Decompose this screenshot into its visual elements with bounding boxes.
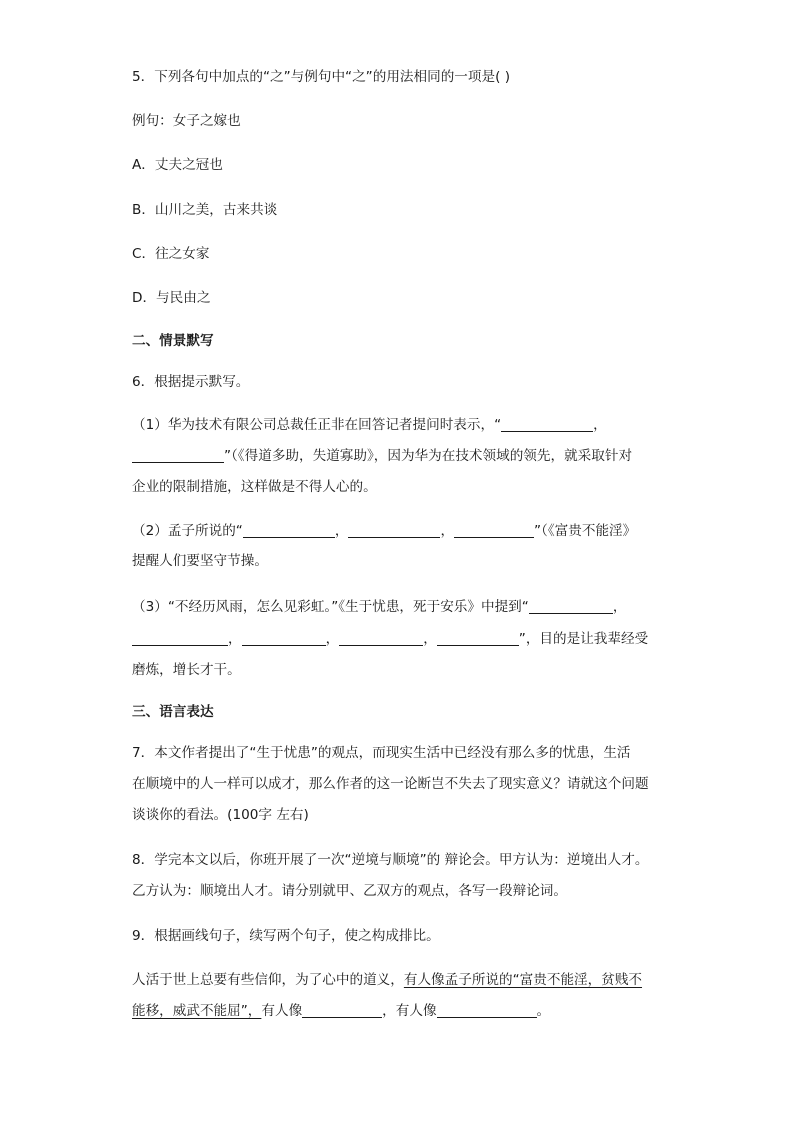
section-3-title: 三、语言表达 [132, 704, 214, 720]
q6-p1-comma: ， [593, 417, 607, 433]
q8-line2: 乙方认为：顺境出人才。请分别就甲、乙双方的观点，各写一段辩论词。 [132, 883, 567, 899]
q6-p1-text-b: ”（《得道多助，失道寡助》，因为华为在技术领域的领先，就采取针对 [224, 448, 633, 464]
q6-p1-line1 [132, 416, 672, 434]
q6-p3-comma-4: ， [423, 631, 437, 647]
q6-p2-blank-1[interactable] [243, 523, 335, 538]
q6-p2-text-b: ”（《富贵不能淫》 [534, 523, 637, 539]
q6-p2-blank-2[interactable] [348, 523, 440, 538]
q6-p3-text-b: ”，目的是让我辈经受 [518, 631, 649, 647]
q9-text-mid-1: 有人像 [261, 1003, 303, 1019]
q6-p2-blank-3[interactable] [454, 523, 534, 538]
q9-underlined-sentence-part2: 能移，威武不能屈”， [132, 1003, 262, 1019]
section-2-title: 二、情景默写 [132, 333, 214, 349]
q6-p3-blank-5[interactable] [437, 631, 519, 646]
q7-line1: 7．本文作者提出了“生于忧患”的观点，而现实生活中已经没有那么多的忧患，生活 [132, 745, 631, 761]
q6-p3-comma-3: ， [325, 631, 340, 647]
q6-p2-line2: 提醒人们要坚守节操。 [132, 553, 268, 569]
q6-p3-line2 [132, 630, 672, 648]
q9-underlined-sentence-part1: 有人像孟子所说的“富贵不能淫，贫贱不 [403, 972, 643, 988]
q9-text-plain: 人活于世上总要有些信仰，为了心中的道义， [132, 972, 404, 988]
q9-text-end: 。 [536, 1003, 551, 1019]
q6-p3-line3: 磨炼，增长才干。 [132, 662, 241, 678]
q9-blank-1[interactable] [302, 1003, 382, 1018]
q6-p3-comma-2: ， [228, 631, 242, 647]
q7-line2: 在顺境中的人一样可以成才，那么作者的这一论断岂不失去了现实意义？请就这个问题 [132, 776, 649, 792]
q8-line1: 8．学完本文以后，你班开展了一次“逆境与顺境”的 辩论会。甲方认为：逆境出人才。 [132, 852, 649, 868]
q9-blank-2[interactable] [437, 1003, 537, 1018]
q6-p2-line1 [132, 522, 672, 540]
q7-line3: 谈谈你的看法。(100字 左右) [132, 807, 309, 823]
q6-p2-text-a: （2）孟子所说的“ [132, 523, 243, 539]
q6-p1-line2 [132, 447, 672, 465]
q6-p3-blank-3[interactable] [242, 631, 326, 646]
q6-p3-blank-1[interactable] [529, 599, 613, 614]
q6-p1-line3: 企业的限制措施，这样做是不得人心的。 [132, 479, 377, 495]
q6-p3-blank-2[interactable] [132, 631, 228, 646]
q5-option-c: C．往之女家 [132, 246, 210, 262]
q5-option-a: A．丈夫之冠也 [132, 157, 223, 173]
q9-line1 [132, 971, 672, 989]
q5-example: 例句：女子之嫁也 [132, 113, 241, 129]
q6-p1-text-a: （1）华为技术有限公司总裁任正非在回答记者提问时表示， [132, 417, 495, 433]
q5-stem: 5．下列各句中加点的“之”与例句中“之”的用法相同的一项是( ) [132, 69, 510, 85]
q6-p1-blank-2[interactable] [132, 448, 224, 463]
q5-option-d: D．与民由之 [132, 290, 211, 306]
q6-p1-blank-1[interactable] [501, 417, 593, 432]
q6-p1-quote-open: “ [494, 417, 502, 433]
q9-stem: 9．根据画线句子，续写两个句子，使之构成排比。 [132, 928, 440, 944]
q6-p3-text-a: （3）“不经历风雨，怎么见彩虹。”《生于忧患，死于安乐》中提到“ [132, 599, 529, 615]
q6-p2-comma-2: ， [440, 523, 455, 539]
q6-p3-line1 [132, 598, 672, 616]
q6-stem: 6．根据提示默写。 [132, 374, 250, 390]
q5-option-b: B．山川之美，古来共谈 [132, 202, 278, 218]
q6-p2-comma-1: ， [334, 523, 349, 539]
q9-text-mid-2: ，有人像 [382, 1003, 437, 1019]
q9-line2 [132, 1002, 672, 1020]
q6-p3-comma-1: ， [612, 599, 627, 615]
q6-p3-blank-4[interactable] [339, 631, 423, 646]
